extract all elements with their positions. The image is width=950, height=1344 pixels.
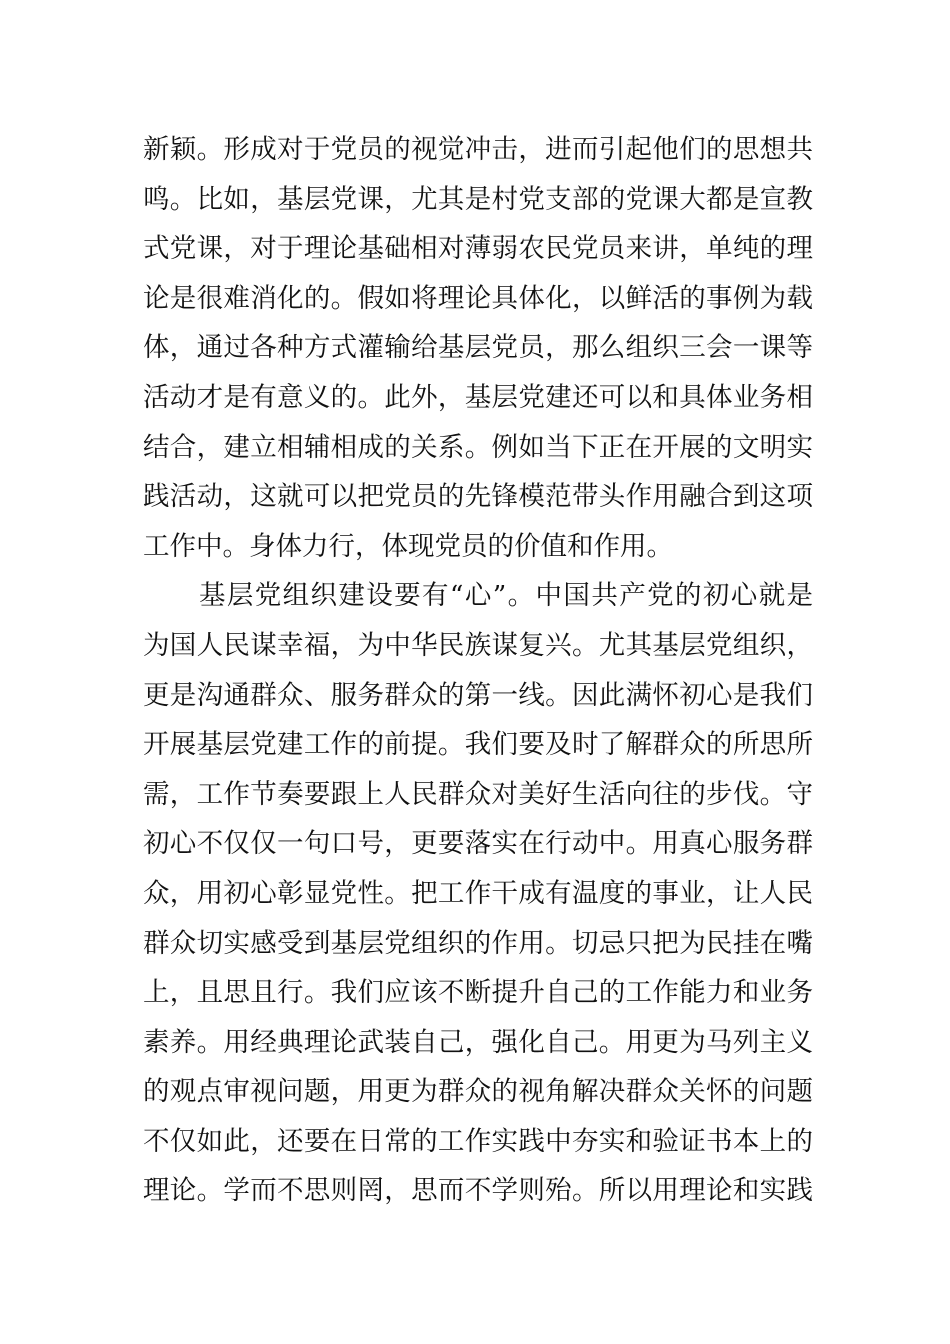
paragraph-1 [143, 125, 813, 571]
text-line: 理论。学而不思则罔，思而不学则殆。所以用理论和实践 [143, 1175, 813, 1207]
text-line: 更是沟通群众、服务群众的第一线。因此满怀初心是我们 [143, 679, 813, 711]
text-line: 鸣。比如，基层党课，尤其是村党支部的党课大都是宣教 [143, 183, 813, 215]
text-line: 上，且思且行。我们应该不断提升自己的工作能力和业务 [143, 977, 813, 1009]
text-line: 活动才是有意义的。此外，基层党建还可以和具体业务相 [143, 381, 813, 413]
text-line: 众，用初心彰显党性。把工作干成有温度的事业，让人民 [143, 877, 813, 909]
text-line: 群众切实感受到基层党组织的作用。切忌只把为民挂在嘴 [143, 927, 813, 959]
text-line: 需，工作节奏要跟上人民群众对美好生活向往的步伐。守 [143, 778, 813, 810]
text-line: 开展基层党建工作的前提。我们要及时了解群众的所思所 [143, 729, 813, 761]
text-line: 不仅如此，还要在日常的工作实践中夯实和验证书本上的 [143, 1125, 813, 1157]
text-line: 初心不仅仅一句口号，更要落实在行动中。用真心服务群 [143, 828, 813, 860]
text-line: 工作中。身体力行，体现党员的价值和作用。 [143, 530, 673, 562]
text-line: 素养。用经典理论武装自己，强化自己。用更为马列主义 [143, 1026, 813, 1058]
text-line: 的观点审视问题，用更为群众的视角解决群众关怀的问题 [143, 1076, 813, 1108]
text-line: 践活动，这就可以把党员的先锋模范带头作用融合到这项 [143, 481, 813, 513]
text-line: 体，通过各种方式灌输给基层党员，那么组织三会一课等 [143, 332, 813, 364]
text-line: 式党课，对于理论基础相对薄弱农民党员来讲，单纯的理 [143, 233, 813, 265]
text-line: 为国人民谋幸福，为中华民族谋复兴。尤其基层党组织， [143, 629, 813, 661]
paragraph-2 [143, 571, 813, 1216]
text-line: 论是很难消化的。假如将理论具体化，以鲜活的事例为载 [143, 282, 813, 314]
text-line: 基层党组织建设要有“心”。中国共产党的初心就是 [199, 580, 813, 612]
text-line: 结合，建立相辅相成的关系。例如当下正在开展的文明实 [143, 431, 813, 463]
text-line: 新颖。形成对于党员的视觉冲击，进而引起他们的思想共 [143, 134, 813, 165]
document-body [143, 125, 813, 1216]
